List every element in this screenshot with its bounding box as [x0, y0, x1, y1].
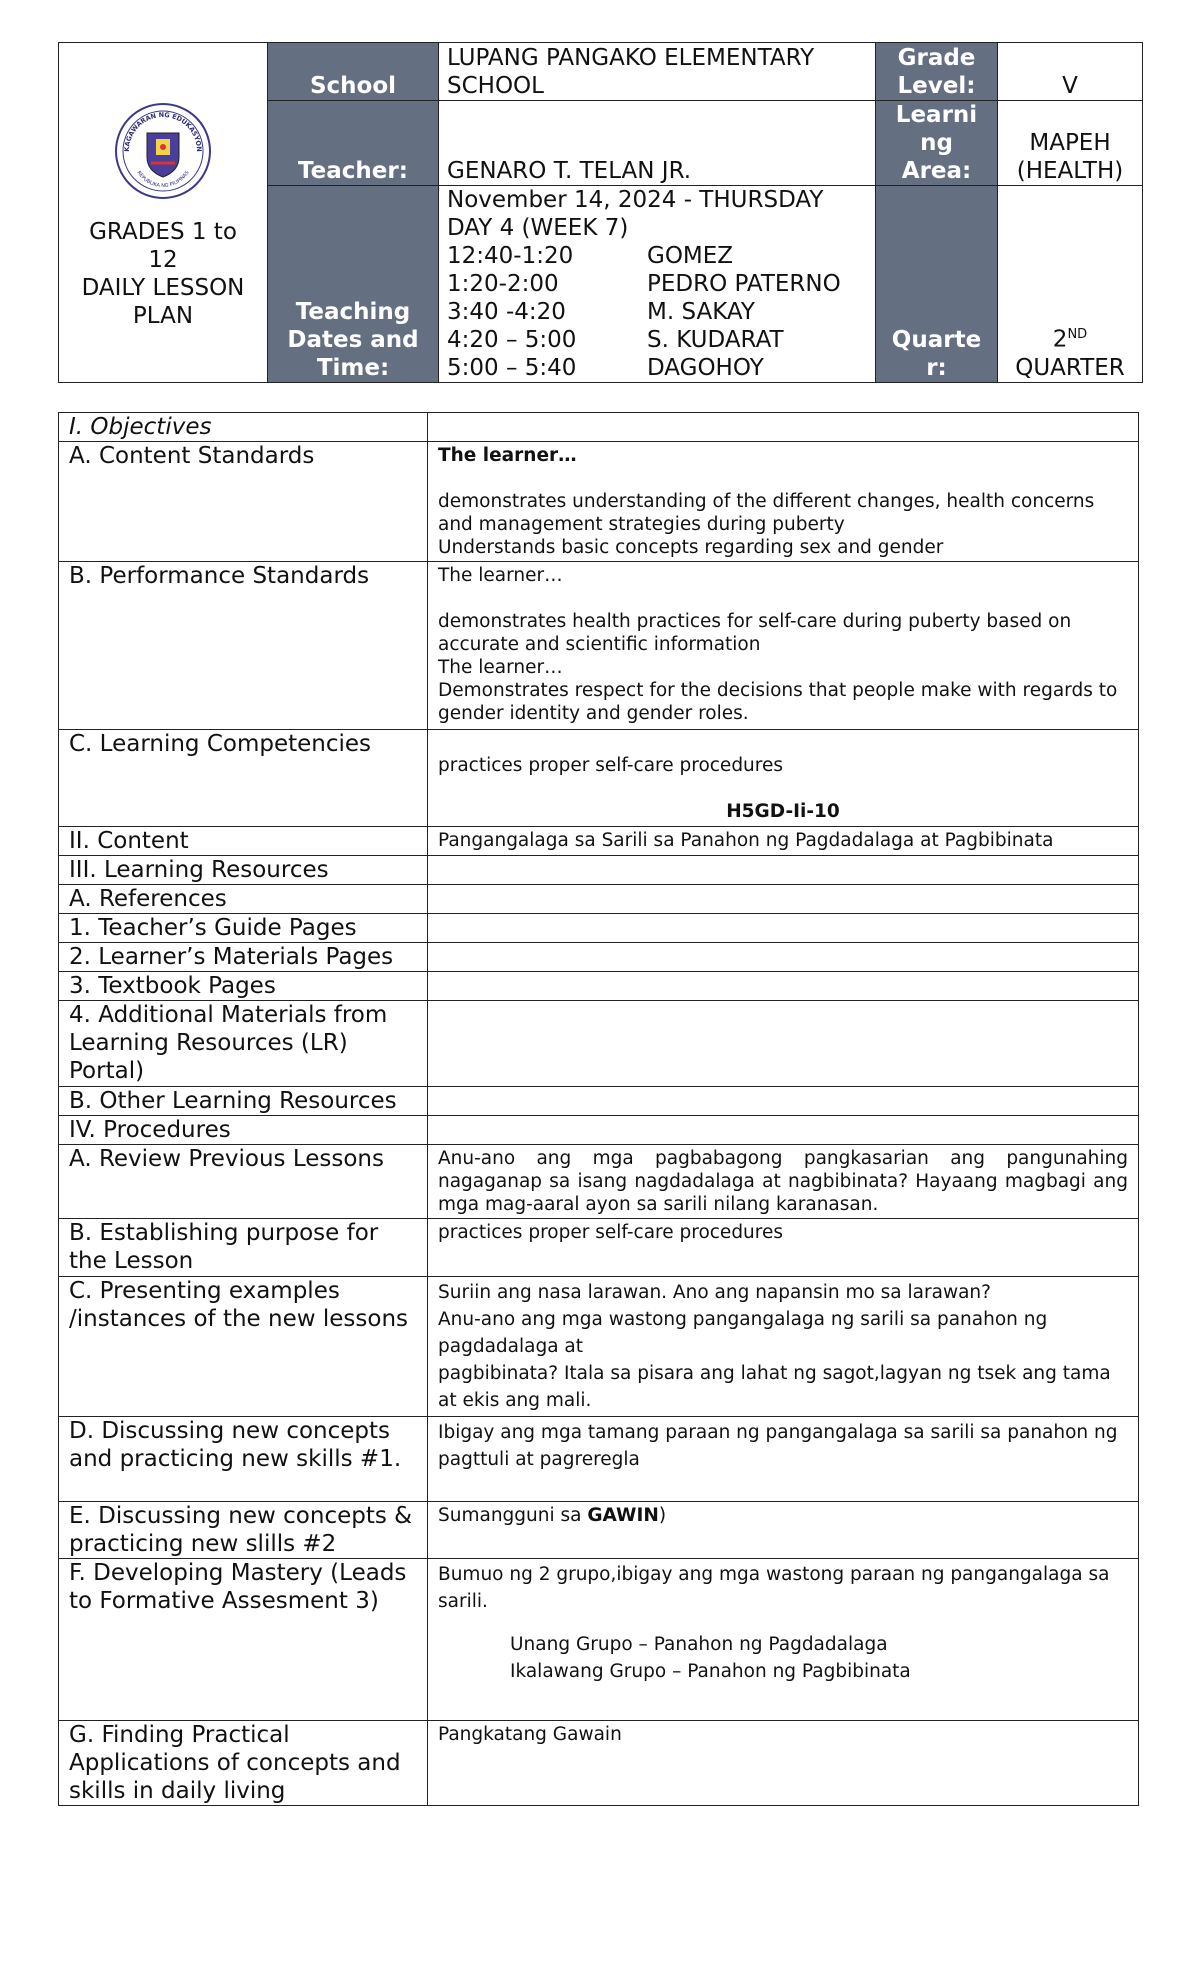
svg-text:REPUBLIKA NG PILIPINAS: REPUBLIKA NG PILIPINAS: [135, 170, 191, 190]
content-label: II. Content: [59, 827, 428, 856]
competency-code: H5GD-Ii-10: [726, 801, 840, 822]
plan-title-line: PLAN: [132, 303, 194, 329]
schedule-section: M. SAKAY: [647, 299, 755, 325]
table-row: [59, 1087, 1139, 1116]
quarter-word: QUARTER: [1015, 355, 1125, 381]
grade-label-line: Level:: [897, 73, 976, 99]
teaching-date: November 14, 2024 - THURSDAY: [447, 187, 824, 213]
table-row: [59, 1145, 1139, 1219]
table-row: [59, 442, 1139, 562]
area-label-line: Area:: [901, 158, 972, 184]
table-row: [59, 562, 1139, 730]
performance-standards-text: [428, 562, 1139, 730]
plan-title-line: 12: [148, 247, 178, 273]
schedule-time: 5:00 – 5:40: [447, 355, 577, 381]
content-standards-line: Understands basic concepts regarding sex and gender: [438, 537, 944, 558]
mastery-instruction: Bumuo ng 2 grupo,ibigay ang mga wastong paraan ng pangangalaga sa sarili.: [438, 1564, 1110, 1612]
table-row: [59, 856, 1139, 885]
school-name-line: LUPANG PANGAKO ELEMENTARY: [447, 45, 815, 71]
table-row: [59, 972, 1139, 1001]
grade-value: V: [998, 43, 1143, 101]
table-row: [59, 1001, 1139, 1087]
table-row: [59, 730, 1139, 827]
table-row: [59, 1721, 1139, 1806]
discussing-2-text-start: Sumangguni sa: [438, 1505, 588, 1526]
table-row: [59, 943, 1139, 972]
table-row: [59, 885, 1139, 914]
discussing-1-label: D. Discussing new concepts and practicing new skills #1.: [59, 1417, 428, 1502]
schedule-section: PEDRO PATERNO: [647, 271, 841, 297]
learning-area-label: [876, 101, 998, 186]
learning-resources-heading: III. Learning Resources: [59, 856, 428, 885]
mastery-text: [428, 1559, 1139, 1721]
procedures-heading: IV. Procedures: [59, 1116, 428, 1145]
table-row: [59, 1502, 1139, 1559]
schedule-section: DAGOHOY: [647, 355, 764, 381]
performance-line: Demonstrates respect for the decisions that people make with regards to gender identity and gender roles.: [438, 680, 1118, 724]
performance-line: demonstrates health practices for self-care during puberty based on accurate and scientific information: [438, 611, 1072, 655]
presenting-label: C. Presenting examples /instances of the new lessons: [59, 1277, 428, 1417]
schedule-section: S. KUDARAT: [647, 327, 784, 353]
gawin-emphasis: GAWIN: [587, 1505, 659, 1526]
objectives-heading: I. Objectives: [59, 413, 428, 442]
teachers-guide-label: 1. Teacher’s Guide Pages: [59, 914, 428, 943]
schedule-row: [447, 242, 867, 270]
table-row: [59, 1417, 1139, 1502]
quarter-value: [998, 186, 1143, 383]
dates-label-line: Time:: [316, 355, 390, 381]
area-label-line: Learni: [895, 102, 978, 128]
table-row: [59, 1277, 1139, 1417]
schedule-time: 3:40 -4:20: [447, 299, 566, 325]
discussing-1-text: Ibigay ang mga tamang paraan ng pangangalaga sa sarili sa panahon ng pagttuli at pagreregla: [428, 1417, 1139, 1502]
references-label: A. References: [59, 885, 428, 914]
schedule-row: [447, 354, 867, 382]
presenting-text: [428, 1277, 1139, 1417]
applications-text: Pangkatang Gawain: [428, 1721, 1139, 1806]
schedule-section: GOMEZ: [647, 243, 734, 269]
content-standards-line: demonstrates understanding of the different changes, health concerns and management strategies during puberty: [438, 491, 1095, 535]
lesson-plan-body: [58, 412, 1139, 1806]
schedule-row: [447, 326, 867, 354]
schedule-time: 4:20 – 5:00: [447, 327, 577, 353]
discussing-2-text-end: ): [658, 1505, 667, 1526]
mastery-group: Unang Grupo – Panahon ng Pagdadalaga: [510, 1634, 888, 1655]
quarter-label: [876, 186, 998, 383]
competencies-text: [428, 730, 1139, 827]
content-standards-text: [428, 442, 1139, 562]
competency-text: practices proper self-care procedures: [438, 755, 784, 776]
teacher-value: GENARO T. TELAN JR.: [439, 101, 876, 186]
other-resources-label: B. Other Learning Resources: [59, 1087, 428, 1116]
performance-standards-label: B. Performance Standards: [59, 562, 428, 730]
review-text: Anu-ano ang mga pagbabagong pangkasarian ang pangunahing nagaganap sa isang nagdadalaga at nagbibinata? Hayaang magbagi ang mga mag-aaral ayon sa sarili nilang karanasan.: [428, 1145, 1139, 1219]
teaching-dates-label: [268, 186, 439, 383]
table-row: [59, 914, 1139, 943]
quarter-label-line: r:: [926, 355, 947, 381]
school-value: [439, 43, 876, 101]
table-row: [59, 827, 1139, 856]
svg-text:KAGAWARAN NG EDUKASYON: KAGAWARAN NG EDUKASYON: [122, 110, 204, 152]
content-standards-lead: The learner…: [438, 445, 577, 466]
school-name-line: SCHOOL: [447, 73, 544, 99]
content-text: Pangangalaga sa Sarili sa Panahon ng Pagdadalaga at Pagbibinata: [428, 827, 1139, 856]
mastery-group: Ikalawang Grupo – Panahon ng Pagbibinata: [510, 1661, 911, 1682]
performance-lead: The learner…: [438, 565, 563, 586]
deped-seal-logo: [113, 101, 213, 201]
schedule-row: [447, 270, 867, 298]
area-value-line: MAPEH: [1029, 130, 1111, 156]
grade-label: [876, 43, 998, 101]
quarter-number: 2: [1052, 327, 1068, 353]
table-row: [59, 1219, 1139, 1277]
area-value-line: (HEALTH): [1016, 158, 1124, 184]
textbook-pages-label: 3. Textbook Pages: [59, 972, 428, 1001]
discussing-2-label: E. Discussing new concepts & practicing new slills #2: [59, 1502, 428, 1559]
schedule-row: [447, 298, 867, 326]
table-row: [59, 1559, 1139, 1721]
plan-title-line: DAILY LESSON: [81, 275, 245, 301]
schedule-time: 1:20-2:00: [447, 271, 559, 297]
learning-area-value: [998, 101, 1143, 186]
school-label: School: [268, 43, 439, 101]
presenting-line: Suriin ang nasa larawan. Ano ang napansin mo sa larawan?: [438, 1282, 991, 1303]
discussing-2-text: [428, 1502, 1139, 1559]
table-row: [59, 1116, 1139, 1145]
presenting-line: Anu-ano ang mga wastong pangangalaga ng sarili sa panahon ng pagdadalaga at: [438, 1309, 1048, 1357]
learners-materials-label: 2. Learner’s Materials Pages: [59, 943, 428, 972]
grade-label-line: Grade: [897, 45, 976, 71]
competencies-label: C. Learning Competencies: [59, 730, 428, 827]
purpose-text: practices proper self-care procedures: [428, 1219, 1139, 1277]
applications-label: G. Finding Practical Applications of concepts and skills in daily living: [59, 1721, 428, 1806]
purpose-label: B. Establishing purpose for the Lesson: [59, 1219, 428, 1277]
dates-label-line: Dates and: [287, 327, 419, 353]
area-label-line: ng: [920, 130, 953, 156]
teaching-dates-value: [439, 186, 876, 383]
teacher-label: Teacher:: [268, 101, 439, 186]
content-standards-label: A. Content Standards: [59, 442, 428, 562]
teaching-day: DAY 4 (WEEK 7): [447, 215, 629, 241]
presenting-line: pagbibinata? Itala sa pisara ang lahat ng sagot,lagyan ng tsek ang tama at ekis ang mali.: [438, 1363, 1111, 1411]
plan-title-line: GRADES 1 to: [89, 219, 237, 245]
plan-title-cell: [59, 43, 268, 383]
quarter-suffix: ND: [1067, 327, 1088, 343]
lesson-plan-header: [58, 42, 1143, 383]
quarter-label-line: Quarte: [891, 327, 982, 353]
review-label: A. Review Previous Lessons: [59, 1145, 428, 1219]
additional-materials-label: 4. Additional Materials from Learning Resources (LR) Portal): [59, 1001, 428, 1087]
table-row: [59, 413, 1139, 442]
dates-label-line: Teaching: [295, 299, 411, 325]
mastery-label: F. Developing Mastery (Leads to Formative Assesment 3): [59, 1559, 428, 1721]
schedule-time: 12:40-1:20: [447, 243, 574, 269]
performance-lead: The learner…: [438, 657, 563, 678]
